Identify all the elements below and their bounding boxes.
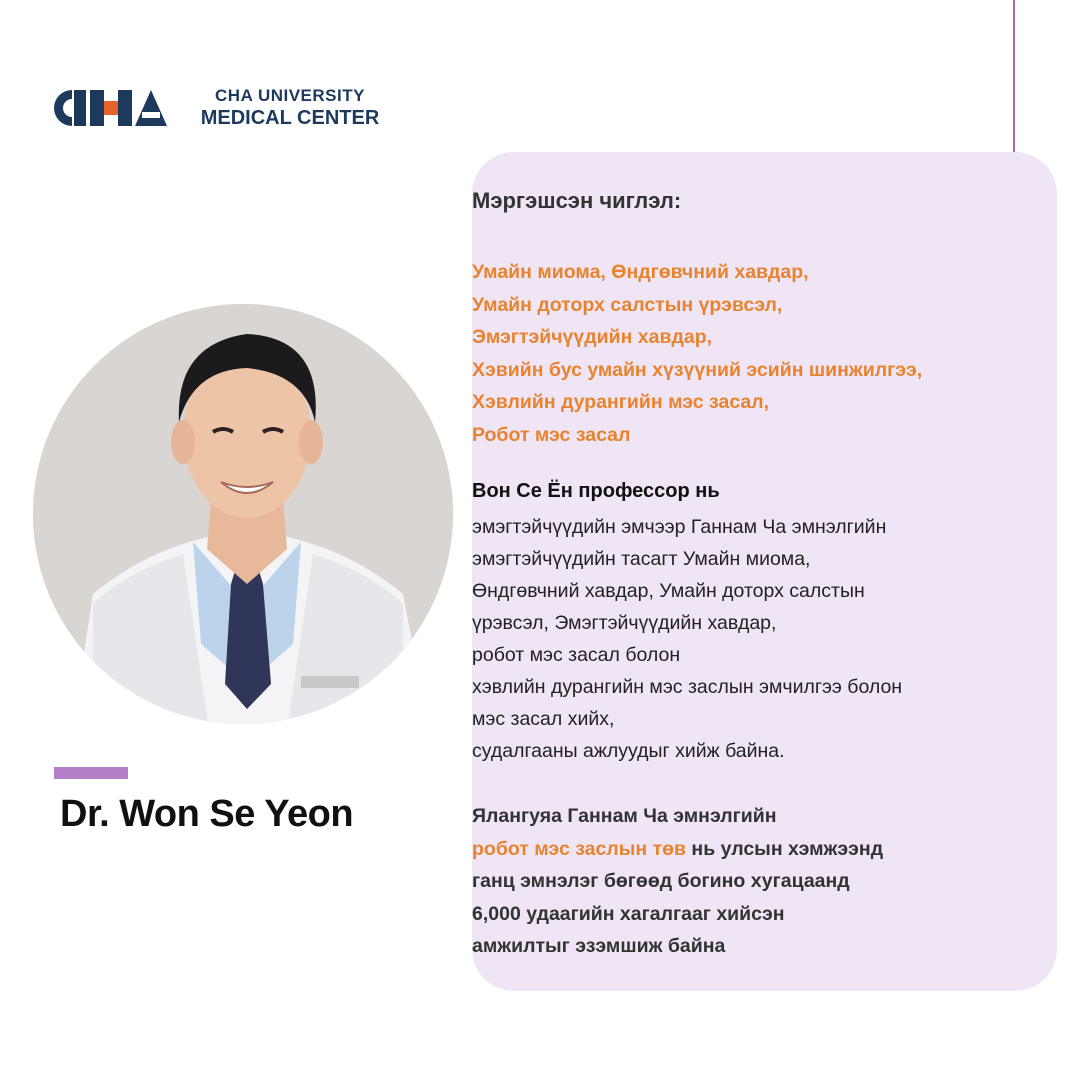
description-line: Өндгөвчний хавдар, Умайн доторх салстын [472,580,865,602]
professor-title: Вон Се Ён профессор нь [472,480,720,502]
specialty-list [472,256,1057,452]
name-accent-bar [54,767,128,779]
doctor-name: Dr. Won Se Yeon [60,793,354,835]
specialty-item: Умайн миома, Өндгөвчний хавдар, [472,261,809,283]
description-line: эмэгтэйчүүдийн эмчээр Ганнам Ча эмнэлгийн [472,516,887,538]
specialty-item: Робот мэс засал [472,423,631,446]
info-card [472,152,1057,991]
logo-line-medical-center: MEDICAL CENTER [200,107,380,129]
highlight-line: ганц эмнэлэг бөгөөд богино хугацаанд [472,870,850,892]
highlight-line: Ялангуяа Ганнам Ча эмнэлгийн [472,805,777,827]
highlight-line: 6,000 удаагийн хагалгааг хийсэн [472,902,785,925]
doctor-portrait-icon [33,304,453,724]
highlight-text [472,800,1057,963]
logo-text [196,86,384,130]
description-line: судалгааны ажлуудыг хийж байна. [472,740,785,762]
description-line: мэс засал хийх, [472,708,615,730]
cha-logo [54,86,384,130]
description-line: хэвлийн дурангийн мэс заслын эмчилгээ болон [472,676,903,698]
highlight-line: амжилтыг эзэмшиж байна [472,935,726,957]
cha-logo-mark-icon [54,90,168,126]
specialty-item: Эмэгтэйчүүдийн хавдар, [472,326,713,349]
specialty-item: Хэвийн бус умайн хүзүүний эсийн шинжилгээ, [472,358,923,381]
specialty-item: Умайн доторх салстын үрэвсэл, [472,293,783,316]
highlight-line-rest: нь улсын хэмжээнд [686,837,884,860]
specialty-heading: Мэргэшсэн чиглэл: [472,188,682,213]
description-line: робот мэс засал болон [472,644,681,666]
doctor-photo [33,304,453,724]
highlight-line [472,833,1057,866]
specialty-item: Хэвлийн дурангийн мэс засал, [472,391,770,414]
robotic-surgery-center-text: робот мэс заслын төв [472,837,687,860]
logo-line-university: CHA UNIVERSITY [215,86,365,105]
professor-description [472,511,1057,767]
description-line: үрэвсэл, Эмэгтэйчүүдийн хавдар, [472,612,777,634]
description-line: эмэгтэйчүүдийн тасагт Умайн миома, [472,548,811,570]
